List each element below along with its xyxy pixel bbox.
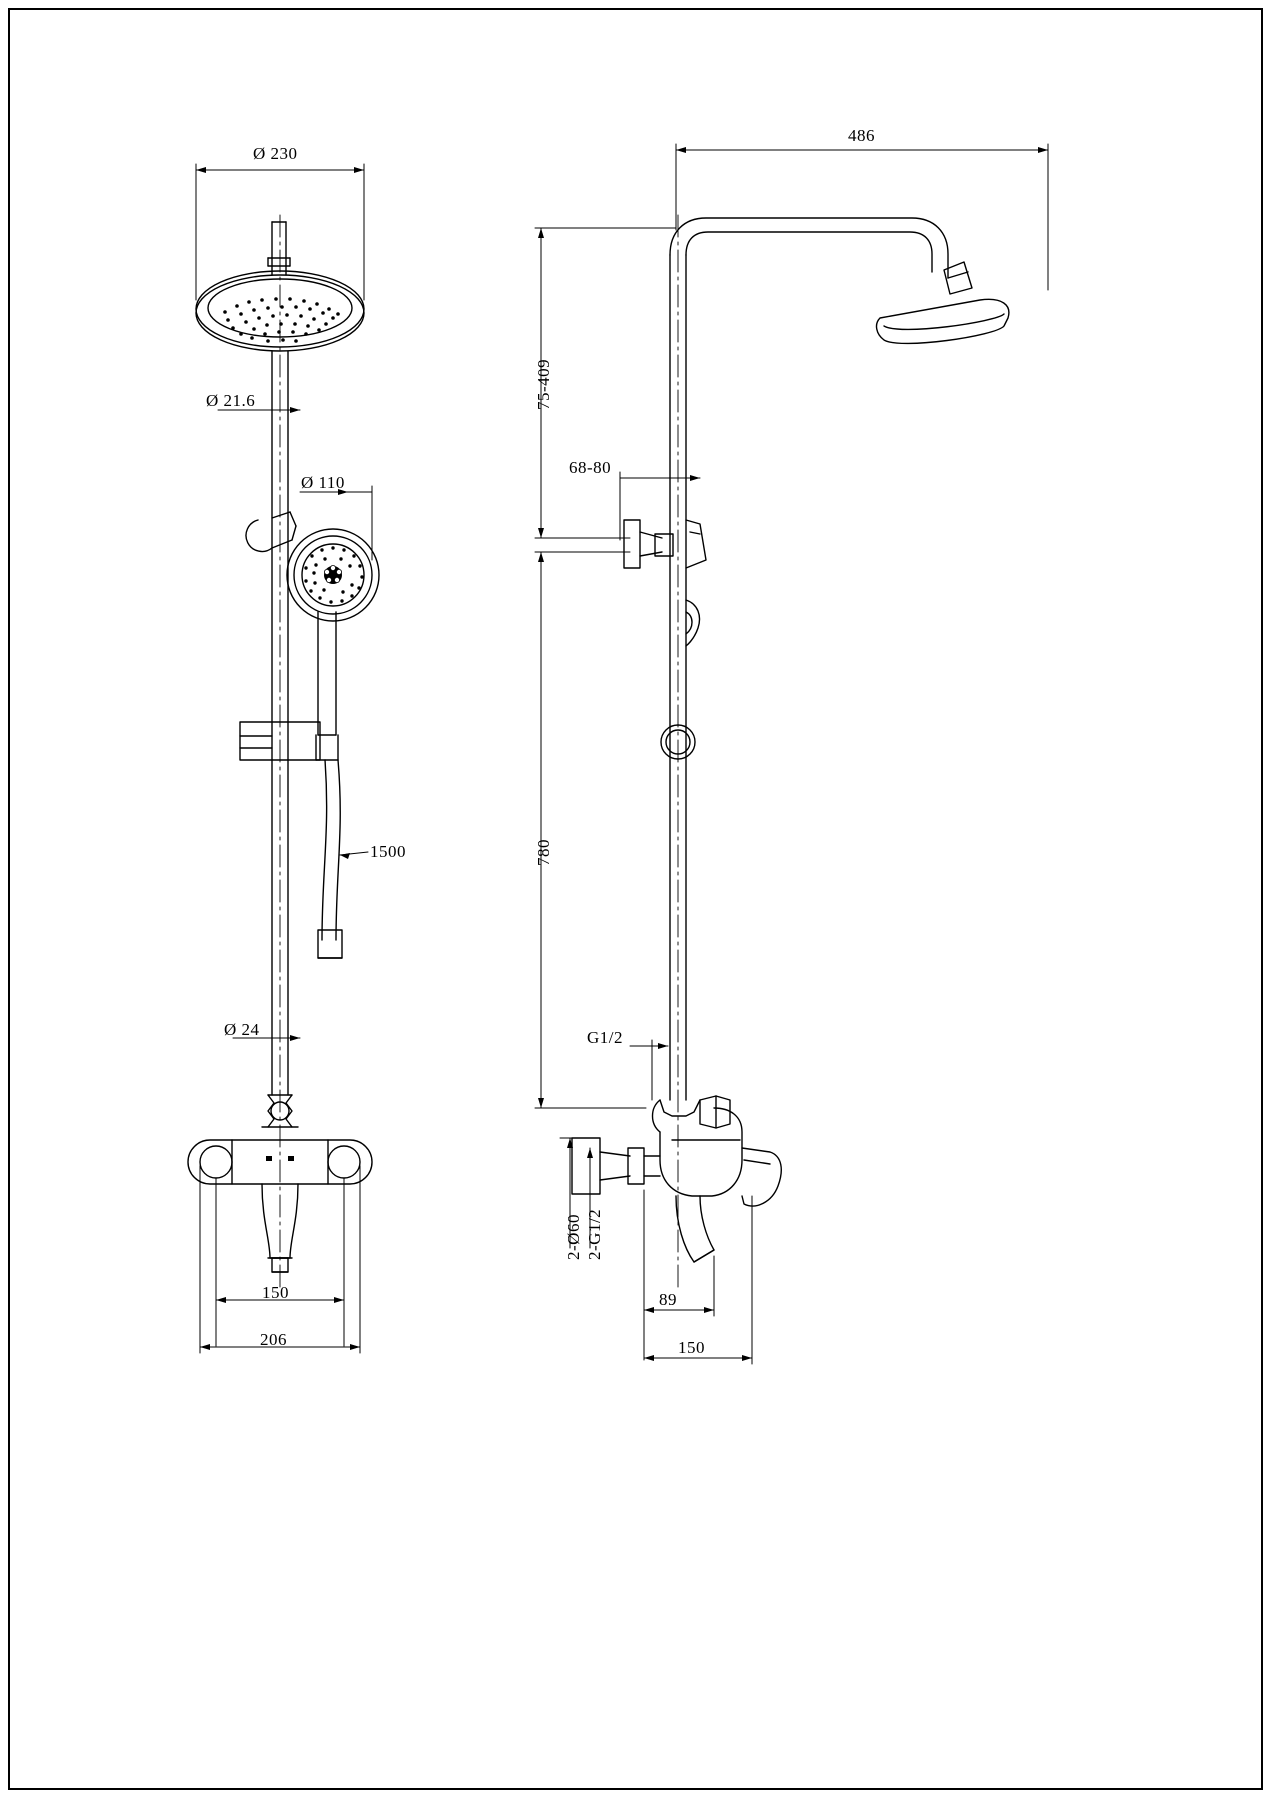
dim-front-inlet-centers: 150 [262,1283,289,1302]
dim-spout-projection: 89 [659,1290,677,1309]
dim-outlet-thread: G1/2 [587,1028,623,1047]
dim-inlet-flange: 2-Ø60 [564,1214,583,1260]
dim-head-height-range: 75-409 [534,358,553,410]
dim-inlet-thread: 2-G1/2 [585,1208,604,1260]
dim-riser-diameter: Ø 21.6 [206,391,256,410]
dim-side-inlet-centers: 150 [678,1338,705,1357]
dim-bracket-projection: 68-80 [569,458,612,477]
dim-head-diameter: Ø 230 [253,144,298,163]
dim-lower-pipe-diameter: Ø 24 [224,1020,260,1039]
dim-hose-length: 1500 [370,842,406,861]
dim-hand-shower-diameter: Ø 110 [301,473,345,492]
dim-body-width: 206 [260,1330,287,1349]
dim-arm-projection: 486 [848,126,875,145]
dim-riser-height: 780 [534,839,553,866]
